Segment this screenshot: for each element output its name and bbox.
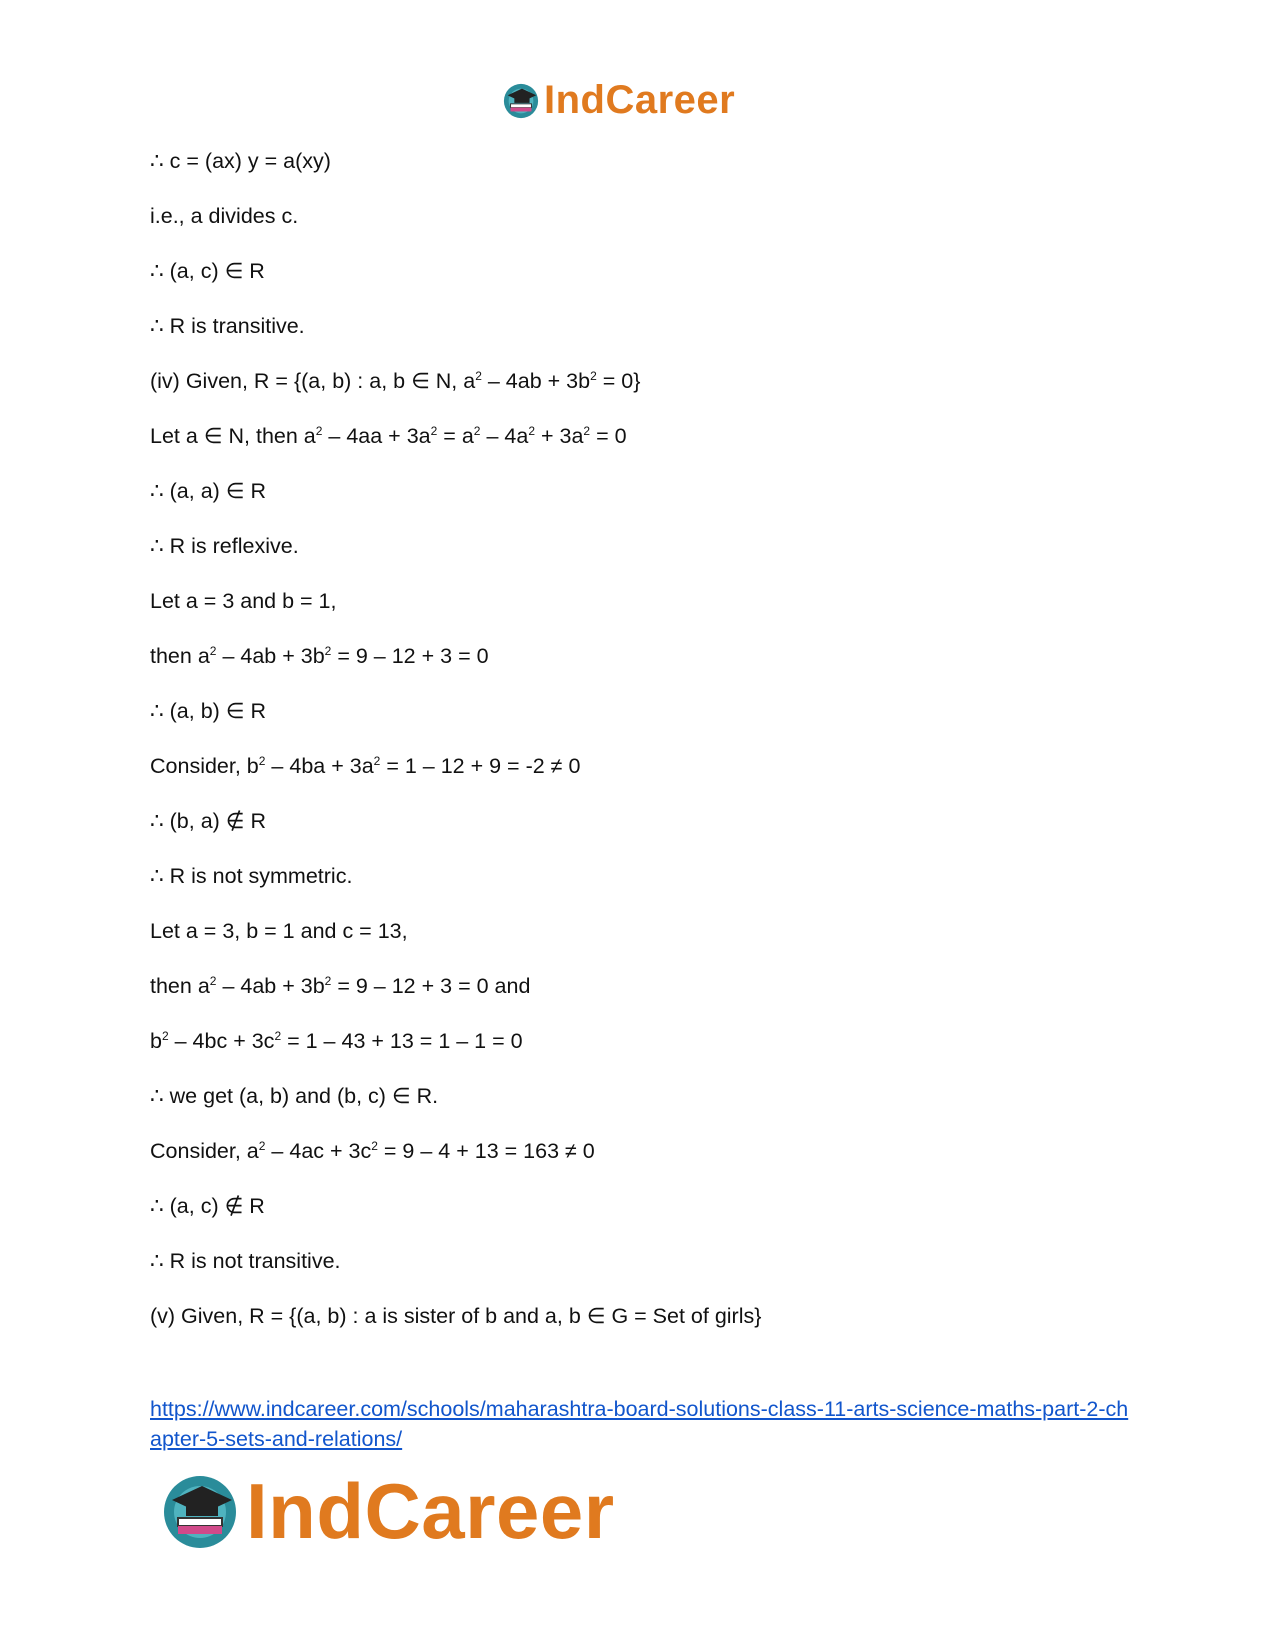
text-line — [150, 368, 1150, 394]
logo-text: IndCareer — [246, 1467, 615, 1555]
text-part: Consider, a — [150, 1139, 259, 1163]
text-line: i.e., a divides c. — [150, 204, 299, 228]
superscript: 2 — [371, 1139, 378, 1153]
text-line: ∴ (a, a) ∈ R — [150, 479, 267, 503]
text-line: ∴ R is not symmetric. — [150, 864, 353, 888]
text-line — [150, 1138, 1150, 1164]
logo-text: IndCareer — [544, 78, 736, 122]
text-line: Let a = 3, b = 1 and c = 13, — [150, 919, 408, 943]
graduation-book-icon — [502, 82, 540, 120]
text-part: = 9 – 4 + 13 = 163 ≠ 0 — [377, 1139, 595, 1163]
text-line: ∴ (a, b) ∈ R — [150, 699, 267, 723]
superscript: 2 — [373, 754, 381, 768]
text-part: = a — [437, 424, 474, 448]
text-part: – 4ab + 3b — [216, 644, 325, 668]
superscript: 2 — [274, 1029, 282, 1043]
footer-logo — [160, 1466, 615, 1557]
text-line — [150, 1028, 1150, 1054]
text-line — [150, 423, 1150, 449]
text-part: – 4aa + 3a — [322, 424, 431, 448]
superscript: 2 — [473, 424, 481, 438]
text-part: Consider, b — [150, 754, 259, 778]
footer-source-link[interactable]: https://www.indcareer.com/schools/maharashtra-board-solutions-class-11-arts-science-maths-part-2-chapter-5-sets-and-relations/ — [150, 1397, 1129, 1451]
text-line: ∴ c = (ax) y = a(xy) — [150, 149, 331, 173]
text-line: ∴ (a, c) ∈ R — [150, 259, 265, 283]
text-part: b — [150, 1029, 162, 1053]
text-line: ∴ R is reflexive. — [150, 534, 299, 558]
text-line — [150, 753, 1150, 779]
text-part: – 4ac + 3c — [265, 1139, 372, 1163]
text-part: Let a ∈ N, then a — [150, 424, 316, 448]
superscript: 2 — [324, 644, 332, 658]
text-line: ∴ (b, a) ∉ R — [150, 809, 267, 833]
superscript: 2 — [324, 974, 332, 988]
text-part: – 4ab + 3b — [481, 369, 591, 393]
superscript: 2 — [258, 1139, 266, 1153]
superscript: 2 — [258, 754, 266, 768]
superscript: 2 — [430, 424, 438, 438]
superscript: 2 — [583, 424, 591, 438]
text-part: – 4ba + 3a — [265, 754, 374, 778]
text-part: = 0 — [590, 424, 627, 448]
text-part: = 1 – 43 + 13 = 1 – 1 = 0 — [281, 1029, 523, 1053]
text-part: then a — [150, 644, 210, 668]
text-part: (iv) Given, R = {(a, b) : a, b ∈ N, a — [150, 369, 476, 393]
text-line: (v) Given, R = {(a, b) : a is sister of b and a, b ∈ G = Set of girls} — [150, 1304, 762, 1328]
superscript: 2 — [161, 1029, 169, 1043]
text-part: = 9 – 12 + 3 = 0 — [331, 644, 489, 668]
text-part: = 0} — [596, 369, 641, 393]
text-line: Let a = 3 and b = 1, — [150, 589, 337, 613]
text-part: then a — [150, 974, 210, 998]
header-logo — [502, 78, 735, 123]
document-body — [150, 148, 1150, 1358]
superscript: 2 — [315, 424, 323, 438]
text-part: + 3a — [535, 424, 584, 448]
text-part: – 4ab + 3b — [216, 974, 325, 998]
superscript: 2 — [209, 644, 217, 658]
text-part: – 4bc + 3c — [168, 1029, 275, 1053]
text-line: ∴ R is not transitive. — [150, 1249, 341, 1273]
text-part: – 4a — [480, 424, 529, 448]
superscript: 2 — [475, 369, 482, 383]
text-line: ∴ (a, c) ∉ R — [150, 1194, 265, 1218]
superscript: 2 — [590, 369, 597, 383]
superscript: 2 — [528, 424, 535, 438]
text-part: = 1 – 12 + 9 = -2 ≠ 0 — [380, 754, 581, 778]
superscript: 2 — [209, 974, 217, 988]
text-line — [150, 643, 1150, 669]
graduation-book-icon — [160, 1472, 240, 1552]
text-line: ∴ R is transitive. — [150, 314, 305, 338]
text-line: ∴ we get (a, b) and (b, c) ∈ R. — [150, 1084, 439, 1108]
text-part: = 9 – 12 + 3 = 0 and — [331, 974, 531, 998]
text-line — [150, 973, 1150, 999]
